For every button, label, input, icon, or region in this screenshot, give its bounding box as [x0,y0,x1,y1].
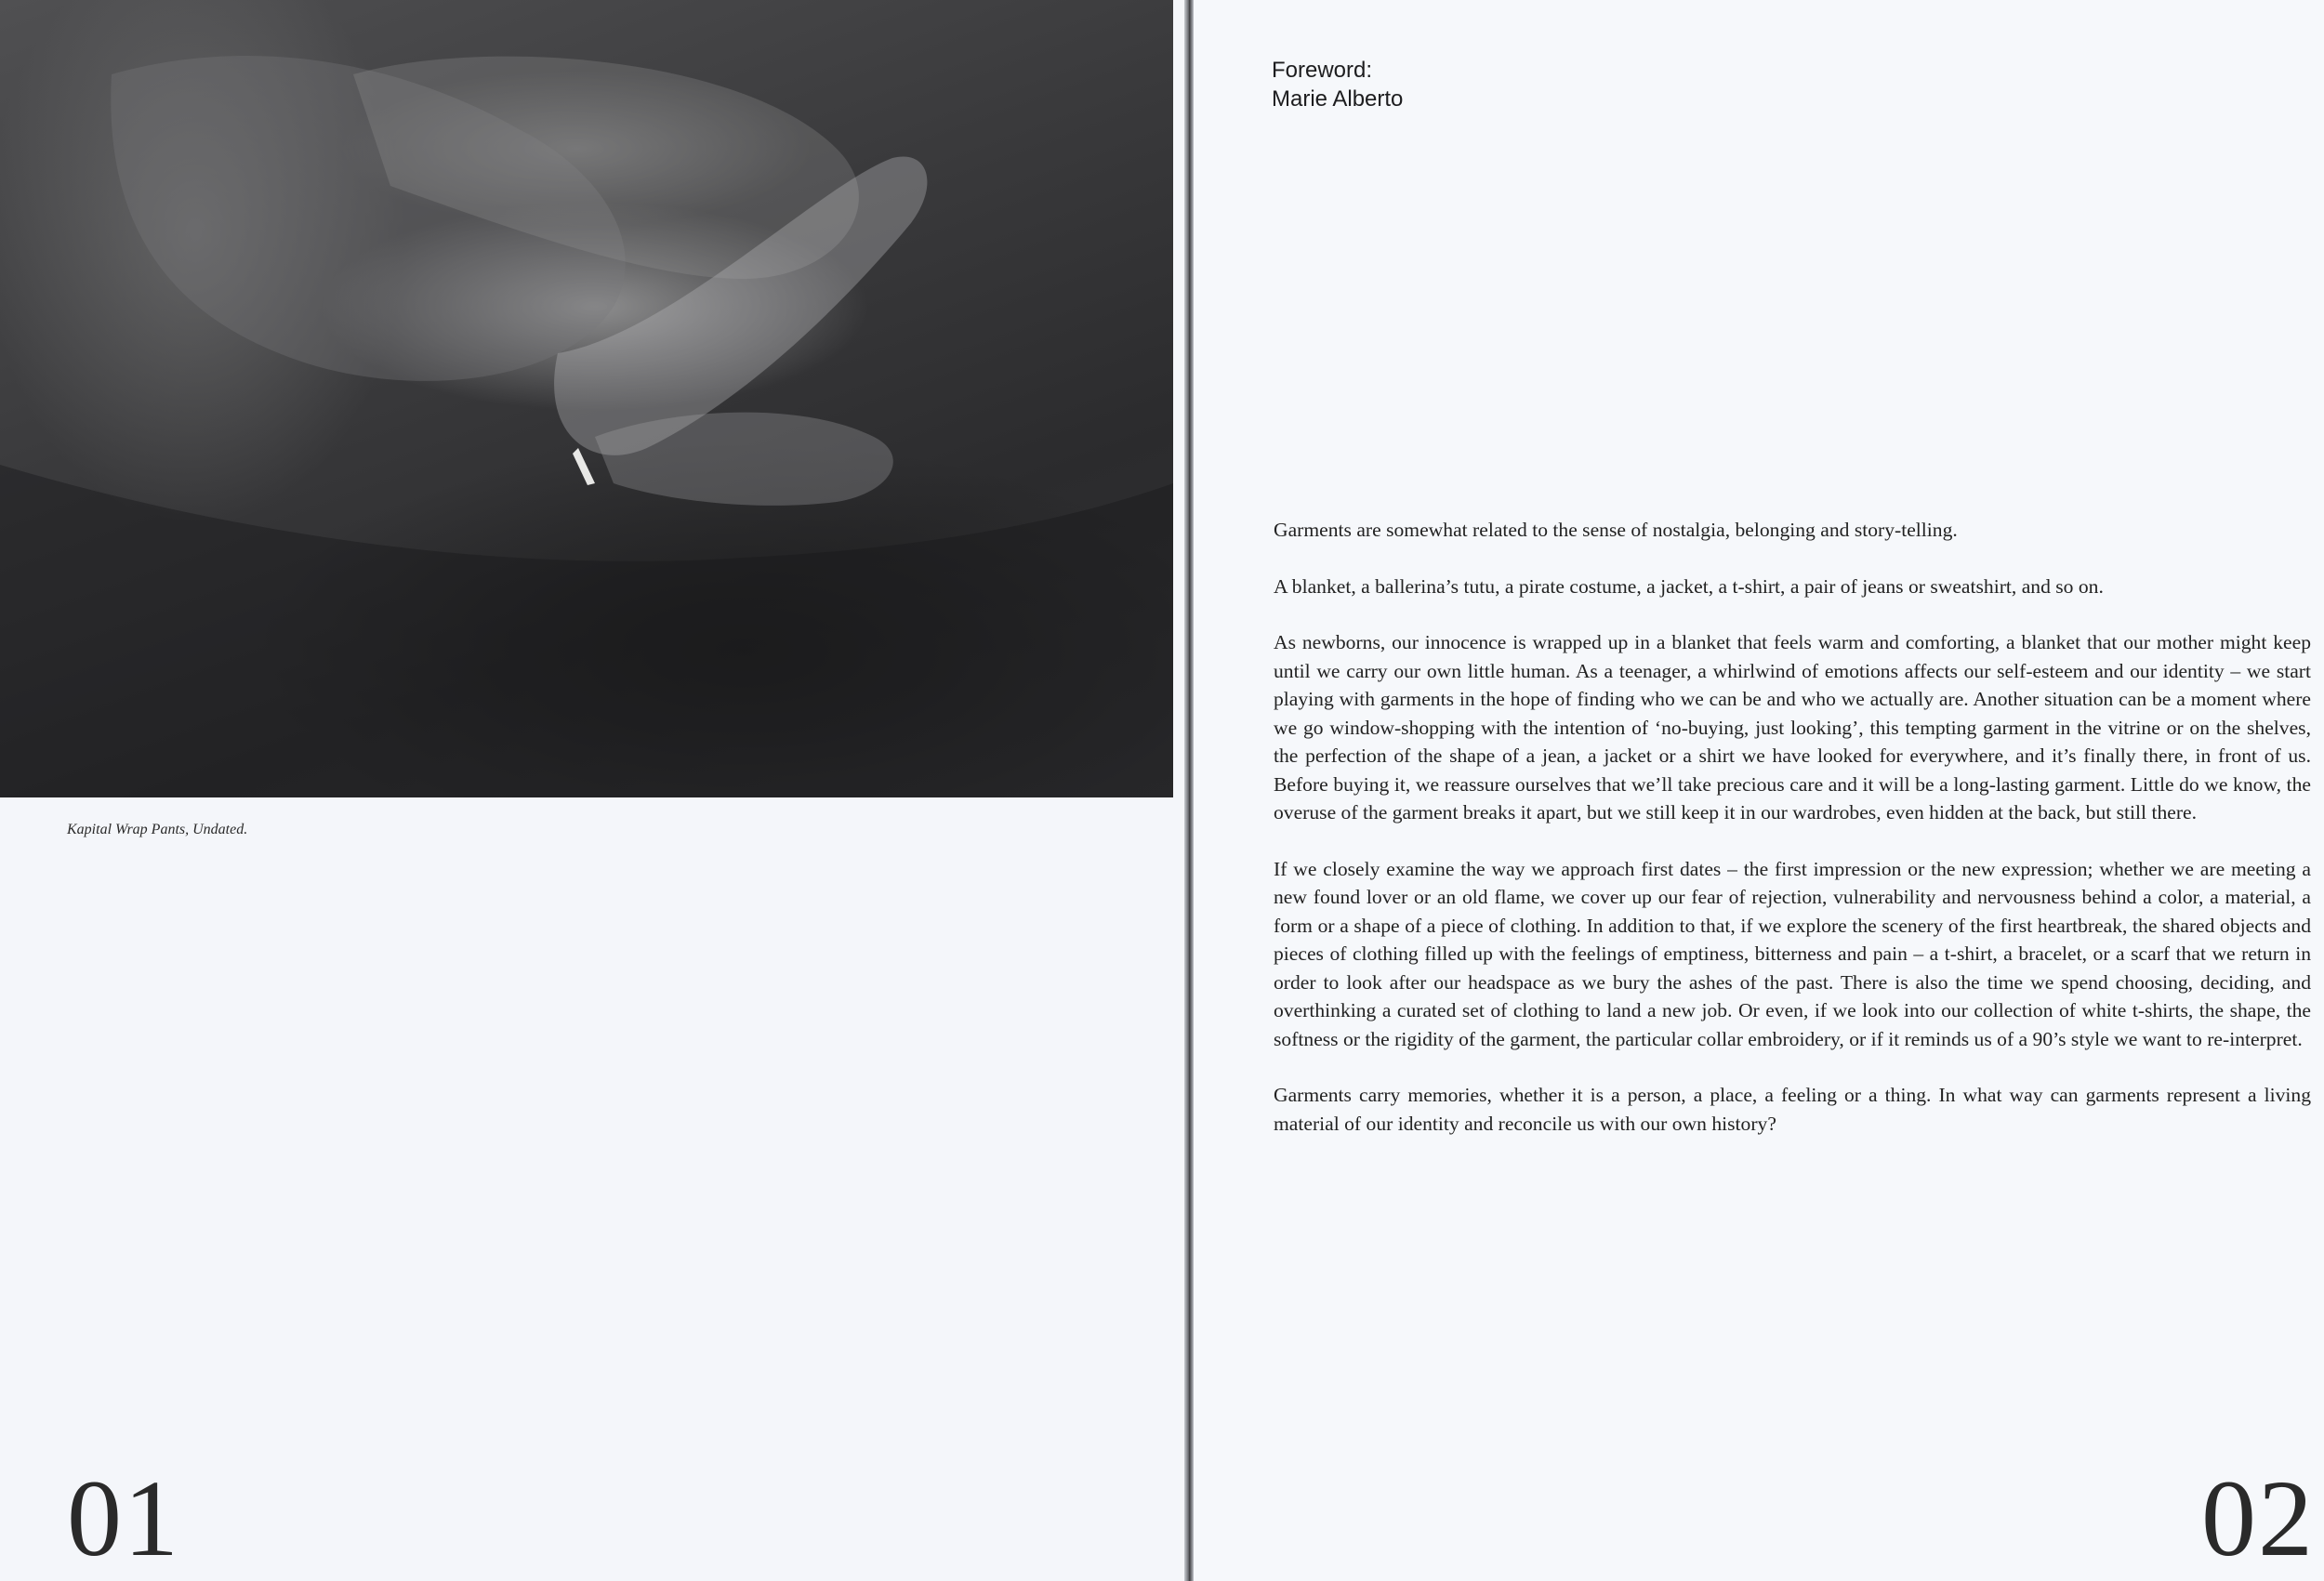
photo-shapes [0,0,1173,797]
paragraph-4: If we closely examine the way we approach first dates – the first impression or the new expression; whether we are meeting a new found lover or an old flame, we cover up our fear of rejection, vulnerability and nervousness behind a color, a material, a form or a shape of a piece of clothing. In addition to that, if we explore the scenery of the first heartbreak, the shared objects and pieces of clothing filled up with the feelings of emptiness, bitterness and pain – a t-shirt, a bracelet, or a scarf that we return in order to look after our headspace as we bury the ashes of the past. There is also the time we spend choosing, deciding, and overthinking a curated set of clothing to land a new job. Or even, if we look into our collection of white t-shirts, the shape, the softness or the rigidity of the garment, the particular collar embroidery, or if it reminds us of a 90’s style we want to re-interpret. [1274,857,2311,1050]
page-number-left: 01 [67,1457,180,1579]
author-name: Marie Alberto [1272,86,1404,112]
right-page [1194,0,2324,1581]
photo-caption: Kapital Wrap Pants, Undated. [67,822,248,837]
book-gutter [1184,0,1194,1581]
foreword-body [1274,516,2311,1166]
paragraph-3: As newborns, our innocence is wrapped up in a blanket that feels warm and comforting, a blanket that our mother might keep until we carry our own little human. As a teenager, a whirlwind of emotions affects our self-esteem and our identity – we start playing with garments in the hope of finding who we can be and who we actually are. Another situation can be a moment where we go window-shopping with the intention of ‘no-buying, just looking’, this tempting garment in the vitrine or on the shelves, the perfection of the shape of a jean, a jacket or a shirt we have looked for everywhere, and it’s finally there, in front of us. Before buying it, we reassure ourselves that we’ll take precious care and it will be a long-lasting garment. Little do we know, the overuse of the garment breaks it apart, but we still keep it in our wardrobes, even hidden at the back, but still there. [1274,631,2311,823]
foreword-label: Foreword: [1272,58,1373,83]
show-through-text [1105,799,1120,870]
paragraph-2: A blanket, a ballerina’s tutu, a pirate costume, a jacket, a t-shirt, a pair of jeans or sweatshirt, and so on. [1274,574,2104,598]
paragraph-1: Garments are somewhat related to the sense of nostalgia, belonging and story-telling. [1274,519,1958,541]
foreword-heading [1272,56,1403,113]
hands-photo [0,0,1173,797]
page-number-right: 02 [2201,1457,2315,1579]
paragraph-5: Garments carry memories, whether it is a person, a place, a feeling or a thing. In what way can garments represent a living material of our identity and reconcile us with our own history? [1274,1084,2311,1135]
